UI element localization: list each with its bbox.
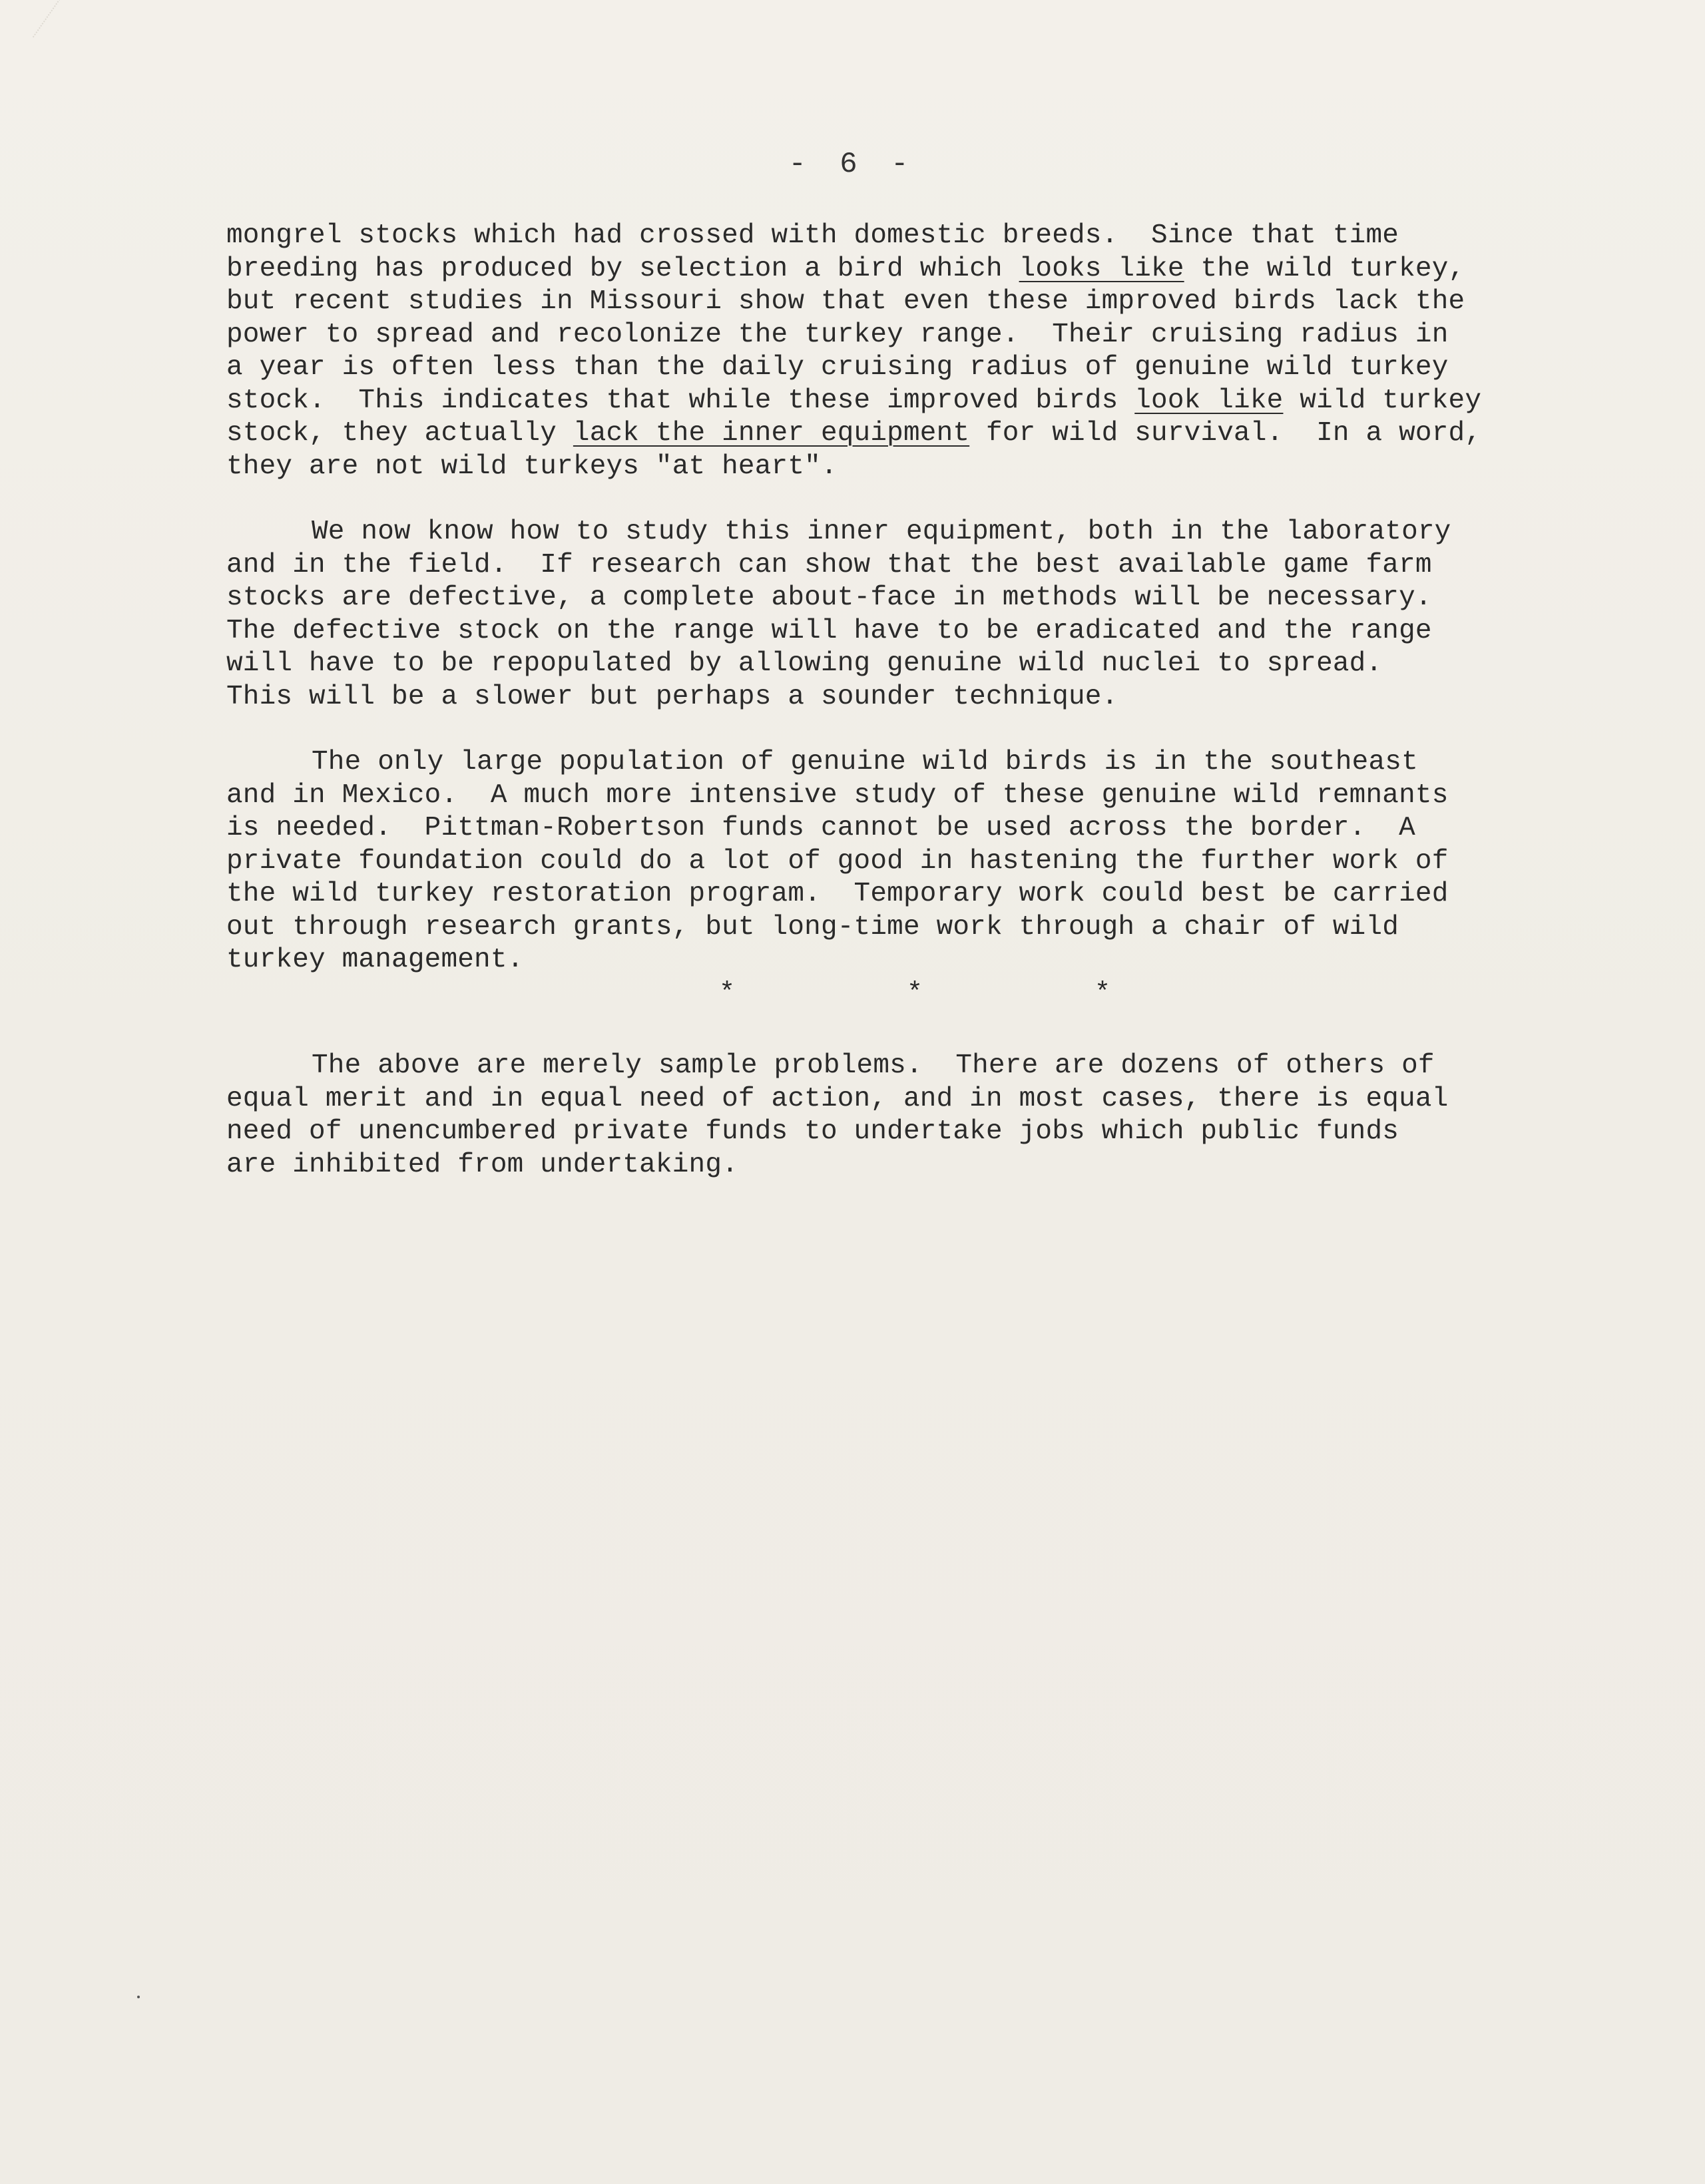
text-segment: The defective stock on the range will have to be eradicated and the range bbox=[226, 615, 1432, 646]
text-line bbox=[226, 319, 1525, 352]
text-line bbox=[226, 681, 1525, 714]
text-segment: power to spread and recolonize the turkey range. Their cruising radius in bbox=[226, 319, 1449, 350]
text-line bbox=[226, 615, 1525, 648]
text-line bbox=[226, 845, 1525, 879]
text-segment: are inhibited from undertaking. bbox=[226, 1149, 738, 1180]
text-line bbox=[226, 286, 1525, 319]
text-line bbox=[226, 253, 1525, 286]
underlined-phrase: lack the inner equipment bbox=[573, 418, 970, 449]
text-segment: they are not wild turkeys "at heart". bbox=[226, 451, 838, 482]
text-line bbox=[226, 451, 1525, 484]
text-line bbox=[226, 549, 1525, 582]
text-segment: breeding has produced by selection a bird which bbox=[226, 253, 1019, 284]
text-segment: turkey management. bbox=[226, 945, 524, 975]
text-segment: private foundation could do a lot of good in hastening the further work of bbox=[226, 845, 1449, 877]
text-segment: a year is often less than the daily cruising radius of genuine wild turkey bbox=[226, 352, 1449, 383]
text-segment: stock. This indicates that while these improved birds bbox=[226, 385, 1135, 416]
text-line bbox=[226, 911, 1525, 945]
text-line bbox=[226, 1083, 1525, 1116]
text-segment: and in the field. If research can show that the best available game farm bbox=[226, 549, 1432, 580]
text-segment: the wild turkey, bbox=[1184, 253, 1465, 284]
text-segment: and in Mexico. A much more intensive study of these genuine wild remnants bbox=[226, 779, 1449, 811]
text-segment: is needed. Pittman-Robertson funds cannot be used across the border. A bbox=[226, 813, 1415, 843]
text-segment: for wild survival. In a word, bbox=[969, 418, 1482, 449]
text-segment: need of unencumbered private funds to undertake jobs which public funds bbox=[226, 1116, 1399, 1147]
text-line bbox=[226, 220, 1525, 253]
paper-crease-mark bbox=[33, 0, 155, 99]
text-line bbox=[226, 746, 1525, 779]
text-segment: The only large population of genuine wild birds is in the southeast bbox=[312, 747, 1418, 777]
text-segment: stocks are defective, a complete about-face in methods will be necessary. bbox=[226, 582, 1432, 613]
text-line bbox=[226, 1116, 1525, 1149]
paragraph-1 bbox=[226, 220, 1525, 483]
text-segment: mongrel stocks which had crossed with domestic breeds. Since that time bbox=[226, 220, 1399, 251]
text-line bbox=[226, 944, 1525, 977]
text-line bbox=[226, 1050, 1525, 1083]
text-segment: but recent studies in Missouri show that even these improved birds lack the bbox=[226, 286, 1465, 317]
text-segment: The above are merely sample problems. There are dozens of others of bbox=[312, 1050, 1435, 1081]
text-segment: stock, they actually bbox=[226, 418, 573, 449]
paragraph-4 bbox=[226, 1050, 1525, 1182]
text-line bbox=[226, 878, 1525, 911]
text-line bbox=[226, 351, 1525, 385]
text-segment: will have to be repopulated by allowing genuine wild nuclei to spread. bbox=[226, 648, 1383, 679]
text-segment: the wild turkey restoration program. Temporary work could best be carried bbox=[226, 879, 1449, 909]
text-line bbox=[226, 812, 1525, 845]
text-line bbox=[226, 516, 1525, 549]
text-segment: We now know how to study this inner equipment, both in the laboratory bbox=[312, 517, 1451, 547]
text-segment: wild turkey bbox=[1283, 385, 1482, 416]
underlined-phrase: look like bbox=[1134, 385, 1284, 416]
text-line bbox=[226, 417, 1525, 451]
text-line bbox=[226, 385, 1525, 418]
paragraph-2 bbox=[226, 516, 1525, 714]
text-segment: out through research grants, but long-time work through a chair of wild bbox=[226, 911, 1399, 943]
text-line bbox=[226, 779, 1525, 813]
paragraph-3 bbox=[226, 746, 1525, 977]
text-segment: This will be a slower but perhaps a sounder technique. bbox=[226, 681, 1118, 712]
page-number: - 6 - bbox=[788, 148, 917, 181]
underlined-phrase: looks like bbox=[1019, 253, 1184, 284]
text-line bbox=[226, 1149, 1525, 1182]
paper-speck bbox=[137, 1996, 140, 1998]
text-line bbox=[226, 648, 1525, 681]
section-separator: * * * bbox=[719, 979, 1158, 1008]
text-segment: equal merit and in equal need of action, and in most cases, there is equal bbox=[226, 1083, 1449, 1114]
text-line bbox=[226, 582, 1525, 615]
